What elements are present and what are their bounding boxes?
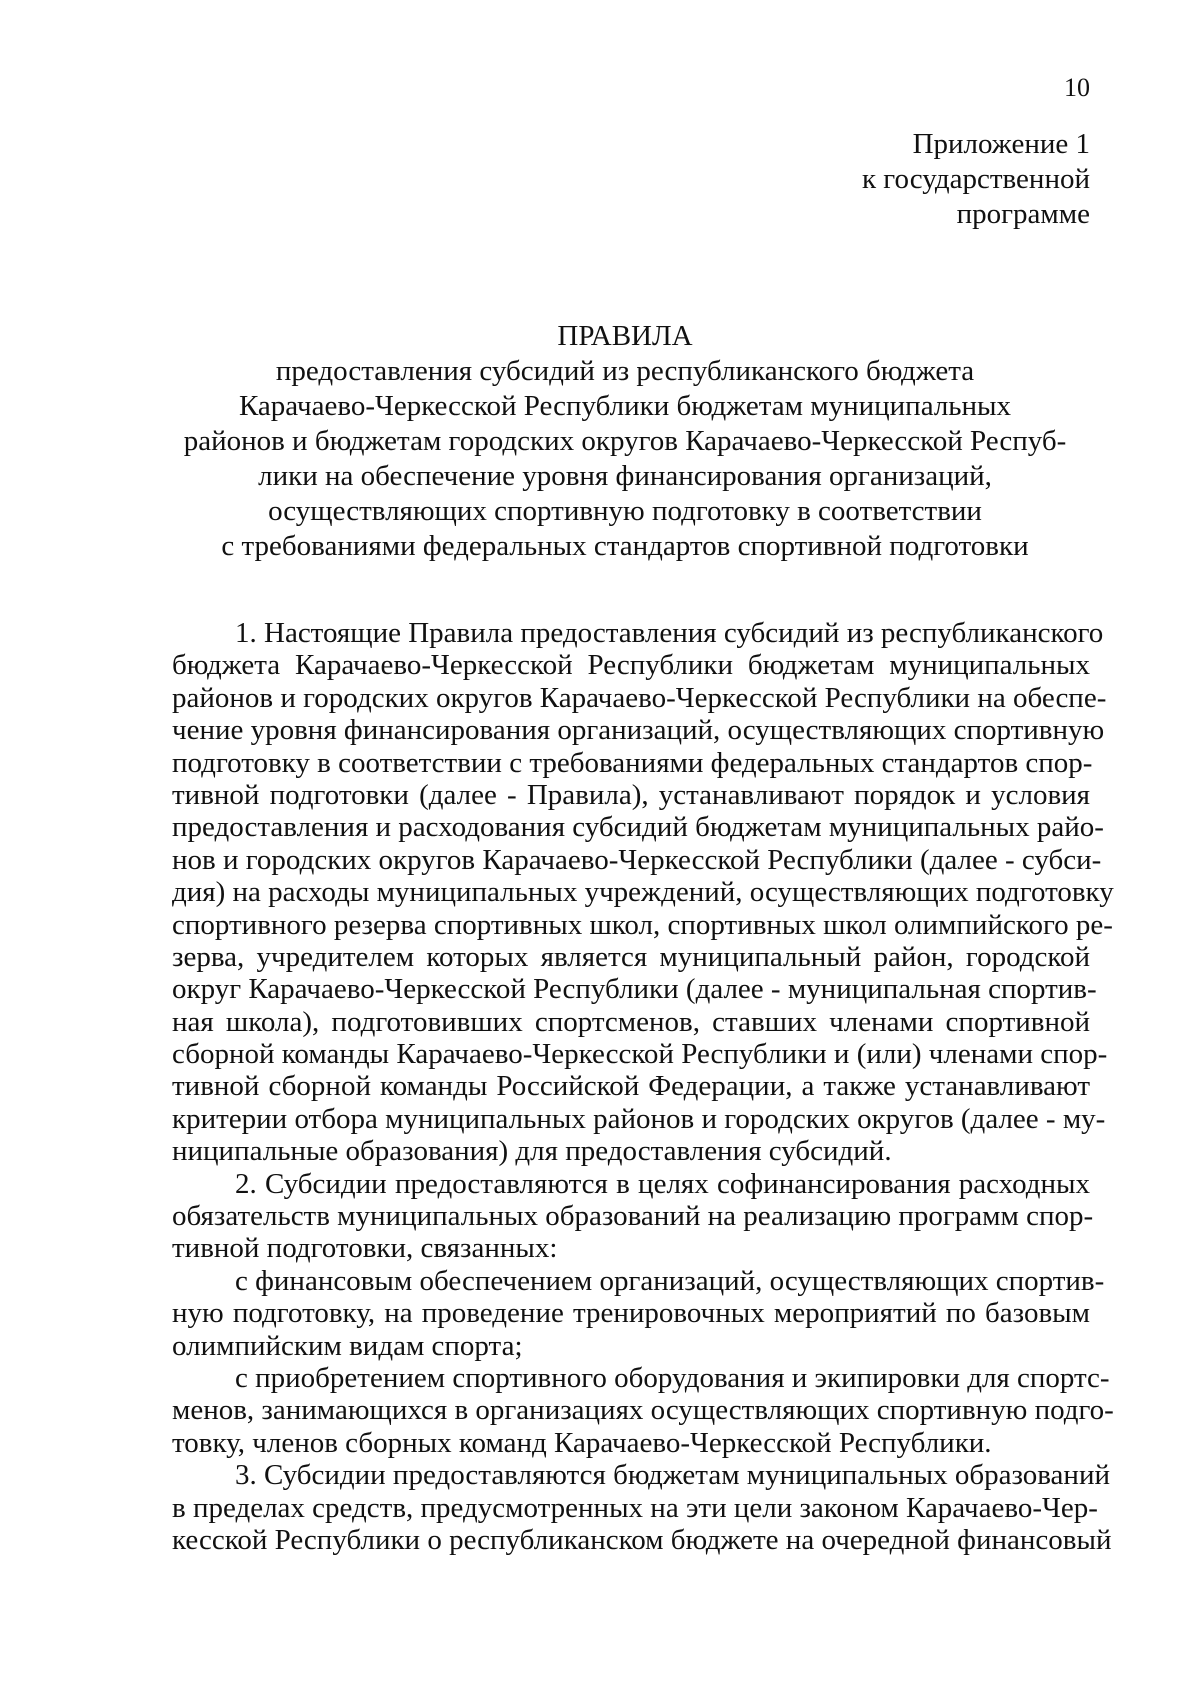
paragraph-line: районов и городских округов Карачаево-Черкесской Республики на обеспе- bbox=[172, 681, 1107, 714]
paragraph-line: товку, членов сборных команд Карачаево-Черкесской Республики. bbox=[172, 1426, 992, 1459]
paragraph-line: кесской Республики о республиканском бюджете на очередной финансовый bbox=[172, 1523, 1112, 1556]
paragraph-line: с приобретением спортивного оборудования и экипировки для спортс- bbox=[235, 1361, 1110, 1394]
appendix-line: к государственной bbox=[861, 163, 1090, 195]
paragraph bbox=[172, 1459, 1112, 1556]
paragraph-line: тивной сборной команды Российской Федерации, а также устанавливают bbox=[172, 1070, 1090, 1103]
paragraph-line: с финансовым обеспечением организаций, осуществляющих спортив- bbox=[235, 1264, 1105, 1297]
paragraph-line: менов, занимающихся в организациях осуществляющих спортивную подго- bbox=[172, 1394, 1114, 1427]
subtitle-line: предоставления субсидий из республиканского бюджета bbox=[275, 355, 975, 387]
subtitle-line: Карачаево-Черкесской Республики бюджетам муниципальных bbox=[238, 390, 1012, 422]
paragraph-line: бюджета Карачаево-Черкесской Республики бюджетам муниципальных bbox=[172, 649, 1090, 682]
subtitle-line: лики на обеспечение уровня финансирования организаций, bbox=[258, 460, 992, 492]
subtitle-line: осуществляющих спортивную подготовку в соответствии bbox=[268, 495, 982, 527]
paragraph-line: критерии отбора муниципальных районов и городских округов (далее - му- bbox=[172, 1102, 1106, 1135]
subtitle-line: районов и бюджетам городских округов Карачаево-Черкесской Респуб- bbox=[183, 425, 1067, 457]
paragraph-line: зерва, учредителем которых является муниципальный район, городской bbox=[172, 940, 1090, 973]
appendix-line: программе bbox=[956, 198, 1090, 230]
document-title: ПРАВИЛА bbox=[557, 320, 693, 352]
paragraph-line: обязательств муниципальных образований на реализацию программ спор- bbox=[172, 1200, 1094, 1233]
paragraph-line: дия) на расходы муниципальных учреждений, осуществляющих подготовку bbox=[172, 876, 1114, 909]
paragraph-line: 1. Настоящие Правила предоставления субсидий из республиканского bbox=[235, 617, 1104, 649]
paragraph-line: ную подготовку, на проведение тренировочных мероприятий по базовым bbox=[172, 1297, 1090, 1330]
paragraph bbox=[172, 1264, 1105, 1362]
appendix-line: Приложение 1 bbox=[912, 128, 1090, 160]
paragraph-line: ная школа), подготовивших спортсменов, ставших членами спортивной bbox=[172, 1005, 1090, 1038]
paragraph-line: ниципальные образования) для предоставления субсидий. bbox=[172, 1135, 892, 1168]
paragraph-line: олимпийским видам спорта; bbox=[172, 1329, 523, 1362]
paragraph-line: чение уровня финансирования организаций, осуществляющих спортивную bbox=[172, 714, 1105, 747]
subtitle-line: с требованиями федеральных стандартов спортивной подготовки bbox=[221, 530, 1029, 562]
paragraph-line: в пределах средств, предусмотренных на эти цели законом Карачаево-Чер- bbox=[172, 1491, 1098, 1524]
paragraph-line: предоставления и расходования субсидий бюджетам муниципальных райо- bbox=[172, 811, 1104, 844]
appendix-reference bbox=[690, 127, 1090, 232]
paragraph-line: тивной подготовки (далее - Правила), устанавливают порядок и условия bbox=[172, 778, 1090, 811]
paragraph-line: 3. Субсидии предоставляются бюджетам муниципальных образований bbox=[235, 1459, 1110, 1492]
paragraph-line: тивной подготовки, связанных: bbox=[172, 1232, 558, 1265]
page-number: 10 bbox=[1064, 73, 1090, 102]
paragraph bbox=[172, 1361, 1114, 1459]
document-body bbox=[172, 617, 1114, 1556]
document-subtitle bbox=[160, 354, 1090, 564]
paragraph-line: спортивного резерва спортивных школ, спортивных школ олимпийского ре- bbox=[172, 908, 1113, 941]
paragraph-line: нов и городских округов Карачаево-Черкесской Республики (далее - субси- bbox=[172, 843, 1102, 876]
paragraph-line: подготовку в соответствии с требованиями федеральных стандартов спор- bbox=[172, 746, 1093, 779]
paragraph bbox=[172, 617, 1114, 1168]
paragraph-line: округ Карачаево-Черкесской Республики (далее - муниципальная спортив- bbox=[172, 973, 1097, 1006]
paragraph-line: 2. Субсидии предоставляются в целях софинансирования расходных bbox=[235, 1167, 1090, 1200]
paragraph-line: сборной команды Карачаево-Черкесской Республики и (или) членами спор- bbox=[172, 1038, 1108, 1071]
paragraph bbox=[172, 1167, 1094, 1265]
